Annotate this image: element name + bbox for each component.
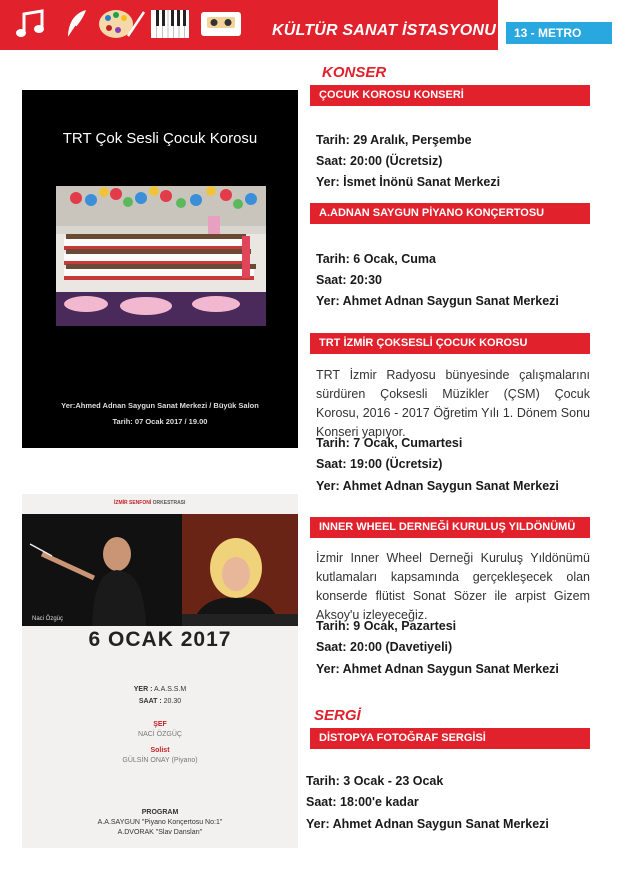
- orchestra-logo: İZMİR SENFONİ ORKESTRASI: [114, 500, 186, 506]
- piano-keys-icon: [150, 8, 190, 40]
- program-item-2: A.DVORAK "Slav Dansları": [117, 829, 203, 836]
- event-description: TRT İzmir Radyosu bünyesinde çalışmalarını sürdüren Çoksesli Müzikler (ÇSM) Çocuk Korosu, 2016 - 2017 Öğretim Yılı 1. Dönem Sonu Konseri yapıyor.: [316, 368, 590, 439]
- feather-pen-icon: [62, 8, 92, 40]
- event-title-bar: INNER WHEEL DERNEĞİ KURULUŞ YILDÖNÜMÜ: [310, 517, 590, 538]
- event-title-bar: DİSTOPYA FOTOĞRAF SERGİSİ: [310, 728, 590, 749]
- event-description: İzmir Inner Wheel Derneği Kuruluş Yıldönümü kutlamaları kapsamında gerçekleşecek olan konserde flütist Sonat Sözer ile arpist Gizem Aksoy'u izleyeceğiz.: [316, 551, 590, 622]
- event-date: Tarih: 7 Ocak, Cumartesi: [316, 436, 463, 450]
- program-label: PROGRAM: [141, 809, 179, 816]
- event-time: Saat: 20:30: [316, 273, 383, 287]
- event-date: Tarih: 3 Ocak - 23 Ocak: [306, 774, 444, 788]
- choir-photo: [56, 186, 266, 326]
- event-date: Tarih: 29 Aralık, Perşembe: [316, 133, 472, 147]
- event-time: Saat: 20:00 (Ücretsiz): [316, 154, 443, 168]
- conductor-label: ŞEF: [153, 721, 167, 728]
- choir-poster: [22, 90, 298, 448]
- event-title-bar: TRT İZMİR ÇOKSESLİ ÇOCUK KOROSU: [310, 333, 590, 354]
- poster-time-line: SAAT : 20.30: [138, 698, 182, 705]
- category-sergi: SERGİ: [314, 707, 361, 724]
- event-time: Saat: 19:00 (Ücretsiz): [316, 457, 443, 471]
- performers-photo: [22, 514, 298, 626]
- page-number-badge: 13 - METRO: [506, 22, 612, 44]
- concert-date: 6 OCAK 2017: [88, 628, 232, 651]
- soloist-name: GÜLSİN ONAY (Piyano): [122, 757, 198, 764]
- event-date: Tarih: 6 Ocak, Cuma: [316, 252, 436, 266]
- event-time: Saat: 20:00 (Davetiyeli): [316, 640, 453, 654]
- event-venue: Yer: İsmet İnönü Sanat Merkezi: [316, 175, 501, 189]
- music-note-icon: [14, 8, 50, 40]
- category-konser: KONSER: [322, 64, 387, 81]
- poster-title: TRT Çok Sesli Çocuk Korosu: [62, 130, 258, 147]
- event-venue: Yer: Ahmet Adnan Saygun Sanat Merkezi: [316, 662, 559, 676]
- event-time: Saat: 18:00'e kadar: [306, 795, 419, 809]
- conductor-name: NACİ ÖZGÜÇ: [138, 731, 182, 738]
- event-title-bar: A.ADNAN SAYGUN PİYANO KONÇERTOSU: [310, 203, 590, 224]
- event-title-bar: ÇOCUK KOROSU KONSERİ: [310, 85, 590, 106]
- conductor-caption: Naci Özgüç: [32, 616, 64, 622]
- section-title: KÜLTÜR SANAT İSTASYONU: [272, 22, 496, 39]
- event-date: Tarih: 9 Ocak, Pazartesi: [316, 619, 457, 633]
- event-venue: Yer: Ahmet Adnan Saygun Sanat Merkezi: [316, 294, 559, 308]
- poster-date: Tarih: 07 Ocak 2017 / 19.00: [112, 417, 208, 426]
- orchestra-poster: [22, 494, 298, 848]
- event-venue: Yer: Ahmet Adnan Saygun Sanat Merkezi: [316, 479, 559, 493]
- poster-venue: Yer:Ahmed Adnan Saygun Sanat Merkezi / Büyük Salon: [61, 401, 259, 410]
- cassette-icon: [200, 8, 242, 40]
- event-venue: Yer: Ahmet Adnan Saygun Sanat Merkezi: [306, 817, 549, 831]
- soloist-label: Solist: [150, 747, 170, 754]
- program-item-1: A.A.SAYGUN "Piyano Konçertosu No:1": [97, 819, 223, 826]
- palette-icon: [98, 8, 146, 40]
- poster-venue-line: YER : A.A.S.S.M: [133, 686, 187, 693]
- page-header: [0, 0, 631, 50]
